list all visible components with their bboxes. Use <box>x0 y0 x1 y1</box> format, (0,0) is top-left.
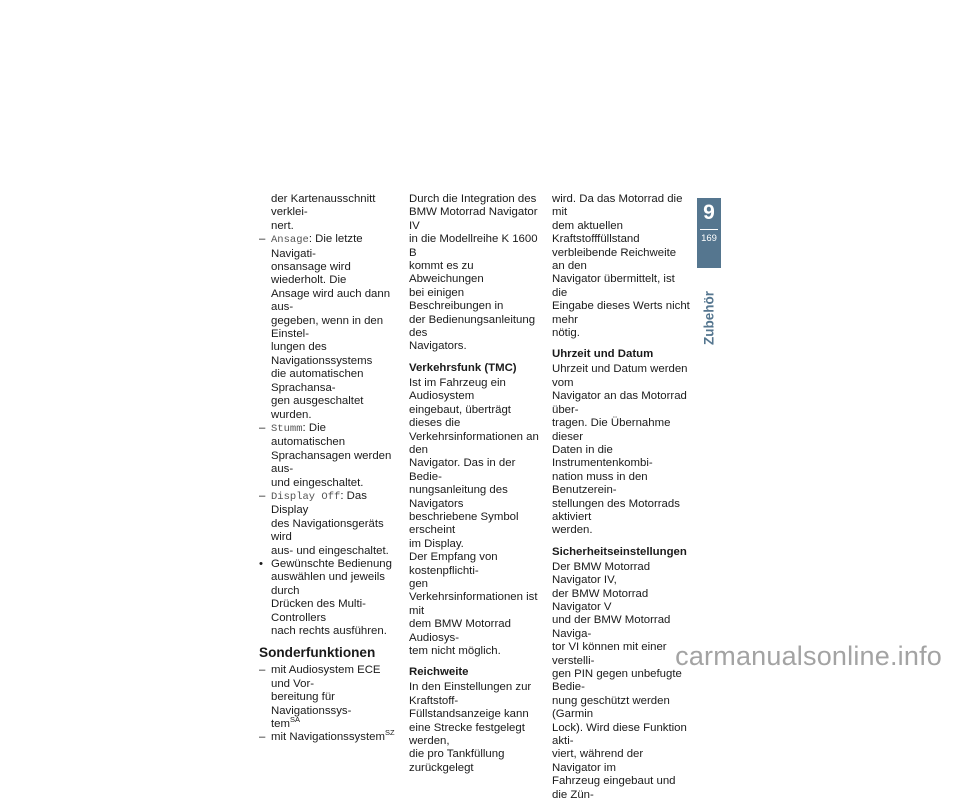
text-line: kommt es zu Abweichungen <box>409 260 484 286</box>
text-line: Durch die Integration des <box>409 193 537 205</box>
option-stumm <box>259 422 402 490</box>
text-line: im Display. <box>409 537 464 550</box>
section-heading-sonderfunktionen: Sonderfunktionen <box>259 645 376 661</box>
text-line: nation muss in den Benutzerein- <box>552 470 648 497</box>
text-line: tragen. Die Übernahme dieser <box>552 417 671 443</box>
text-line: Navigator übermittelt, ist die <box>552 273 675 299</box>
text-line: lungen des Navigationssystems <box>271 341 373 367</box>
text-line: und eingeschaltet. <box>271 476 364 489</box>
dash-marker: – <box>259 731 266 744</box>
sonder-item-navigationssystem <box>259 728 402 744</box>
text-line: nungsanleitung des Navigators <box>409 484 508 510</box>
text-line: der BMW Motorrad Navigator V <box>552 587 649 613</box>
sicherheit-paragraph <box>552 561 690 802</box>
text-line: nach rechts ausführen. <box>271 625 387 637</box>
reichweite-paragraph <box>409 681 545 775</box>
chapter-side-title <box>697 278 721 358</box>
text-line: Navigators. <box>409 340 467 353</box>
watermark: carmanualsonline.info <box>675 641 942 671</box>
text-line: in die Modellreihe K 1600 B <box>409 233 538 259</box>
text-column-1 <box>259 193 402 745</box>
text-line: eine Strecke festgelegt werden, <box>409 721 525 748</box>
text-line: verbleibende Reichweite an den <box>552 246 677 273</box>
chapter-tab <box>697 198 721 268</box>
footnote-marker: SZ <box>384 728 395 738</box>
text-line: In den Einstellungen zur <box>409 681 532 694</box>
text-line: und der BMW Motorrad Naviga- <box>552 614 671 640</box>
intro-text <box>259 193 402 233</box>
menu-keyword: Stumm <box>271 422 303 435</box>
text-line: tem <box>271 718 290 731</box>
text-line: Navigator. Das in der Bedie- <box>409 457 516 483</box>
footnote-marker: SA <box>290 715 301 725</box>
page-number: 169 <box>701 233 717 244</box>
option-display-off <box>259 490 402 558</box>
dash-marker: – <box>259 664 266 677</box>
text-line: dem BMW Motorrad Audiosys- <box>409 618 511 644</box>
text-line: viert, während der Navigator im <box>552 748 644 774</box>
text-column-2 <box>409 193 545 775</box>
text-line: nert. <box>271 219 294 232</box>
text-line: gegeben, wenn in den Einstel- <box>271 314 384 341</box>
text-line: Fahrzeug eingebaut und die Zün- <box>552 775 676 801</box>
text-line: gen ausgeschaltet wurden. <box>271 395 364 421</box>
bullet-item <box>259 558 402 638</box>
subheading-reichweite: Reichweite <box>409 666 469 679</box>
text-line: dem aktuellen Kraftstofffüllstand <box>552 219 640 246</box>
text-line: Navigator an das Motorrad über- <box>552 390 687 416</box>
subheading-uhrzeit-datum: Uhrzeit und Datum <box>552 348 654 361</box>
intro-paragraph <box>409 193 545 354</box>
subheading-verkehrsfunk: Verkehrsfunk (TMC) <box>409 361 517 374</box>
text-line: wird. Da das Motorrad die mit <box>552 193 683 219</box>
tmc-paragraph <box>409 377 545 659</box>
text-line: der Kartenausschnitt verklei- <box>271 193 376 219</box>
text-line: aus- und eingeschaltet. <box>271 544 389 557</box>
text-line: Kraftstoff-Füllstandsanzeige kann <box>409 694 529 721</box>
text-line: BMW Motorrad Navigator IV <box>409 206 538 232</box>
text-line: gen Verkehrsinformationen ist mit <box>409 577 538 617</box>
text-line: Der BMW Motorrad Navigator IV, <box>552 560 651 587</box>
text-line: Verkehrsinformationen an den <box>409 430 539 456</box>
text-line: die automatischen Sprachansa- <box>271 368 364 394</box>
text-line: Drücken des Multi-Controllers <box>271 598 366 624</box>
chapter-number: 9 <box>703 201 715 224</box>
text-line: Eingabe dieses Werts nicht mehr <box>552 300 690 326</box>
text-line: : Die automatischen <box>271 421 346 449</box>
text-line: bereitung für Navigationssys- <box>271 691 352 717</box>
sonder-item-audiosystem <box>259 664 402 731</box>
menu-keyword: Ansage <box>271 234 309 247</box>
text-line: beschriebene Symbol erscheint <box>409 510 519 537</box>
text-line: Gewünschte Bedienung <box>271 557 392 570</box>
intro-paragraph <box>552 193 690 340</box>
text-line: die pro Tankfüllung zurückgelegt <box>409 748 505 774</box>
text-line: tor VI können mit einer verstelli- <box>552 641 667 667</box>
text-line: bei einigen Beschreibungen in <box>409 286 504 313</box>
bullet-marker: • <box>259 557 263 570</box>
text-line: mit Navigationssystem <box>271 731 385 744</box>
text-column-3 <box>552 193 690 802</box>
chapter-title: Zubehör <box>701 291 717 345</box>
text-line: nung geschützt werden (Garmin <box>552 694 670 721</box>
chapter-divider <box>700 229 718 230</box>
text-line: auswählen und jeweils durch <box>271 571 385 597</box>
text-line: : Das Display <box>271 489 367 517</box>
text-line: nötig. <box>552 327 580 340</box>
text-line: Ansage wird auch dann aus- <box>271 287 391 314</box>
text-line: Der Empfang von kostenpflichti- <box>409 551 498 577</box>
text-line: eingebaut, überträgt dieses die <box>409 403 511 430</box>
dash-marker: – <box>259 233 266 246</box>
text-line: Lock). Wird diese Funktion akti- <box>552 721 687 748</box>
text-line: Daten in die Instrumentenkombi- <box>552 443 653 470</box>
text-line: : Die letzte Navigati- <box>271 233 363 260</box>
dash-marker: – <box>259 421 266 434</box>
text-line: tem nicht möglich. <box>409 645 501 657</box>
text-line: des Navigationsgeräts wird <box>271 517 384 544</box>
subheading-sicherheit: Sicherheitseinstellungen <box>552 545 687 558</box>
text-line: der Bedienungsanleitung des <box>409 313 536 340</box>
text-line: Ist im Fahrzeug ein Audiosystem <box>409 376 506 403</box>
text-line: onsansage wird wiederholt. Die <box>271 261 351 287</box>
text-line: Uhrzeit und Datum werden vom <box>552 363 688 389</box>
text-line: mit Audiosystem ECE und Vor- <box>271 664 381 690</box>
menu-keyword: Display Off <box>271 490 341 503</box>
text-line: Sprachansagen werden aus- <box>271 449 392 476</box>
dash-marker: – <box>259 489 266 502</box>
text-line: werden. <box>552 524 593 537</box>
text-line: gen PIN gegen unbefugte Bedie- <box>552 668 682 694</box>
option-ansage <box>259 233 402 422</box>
uhrzeit-paragraph <box>552 363 690 537</box>
text-line: stellungen des Motorrads aktiviert <box>552 497 680 523</box>
